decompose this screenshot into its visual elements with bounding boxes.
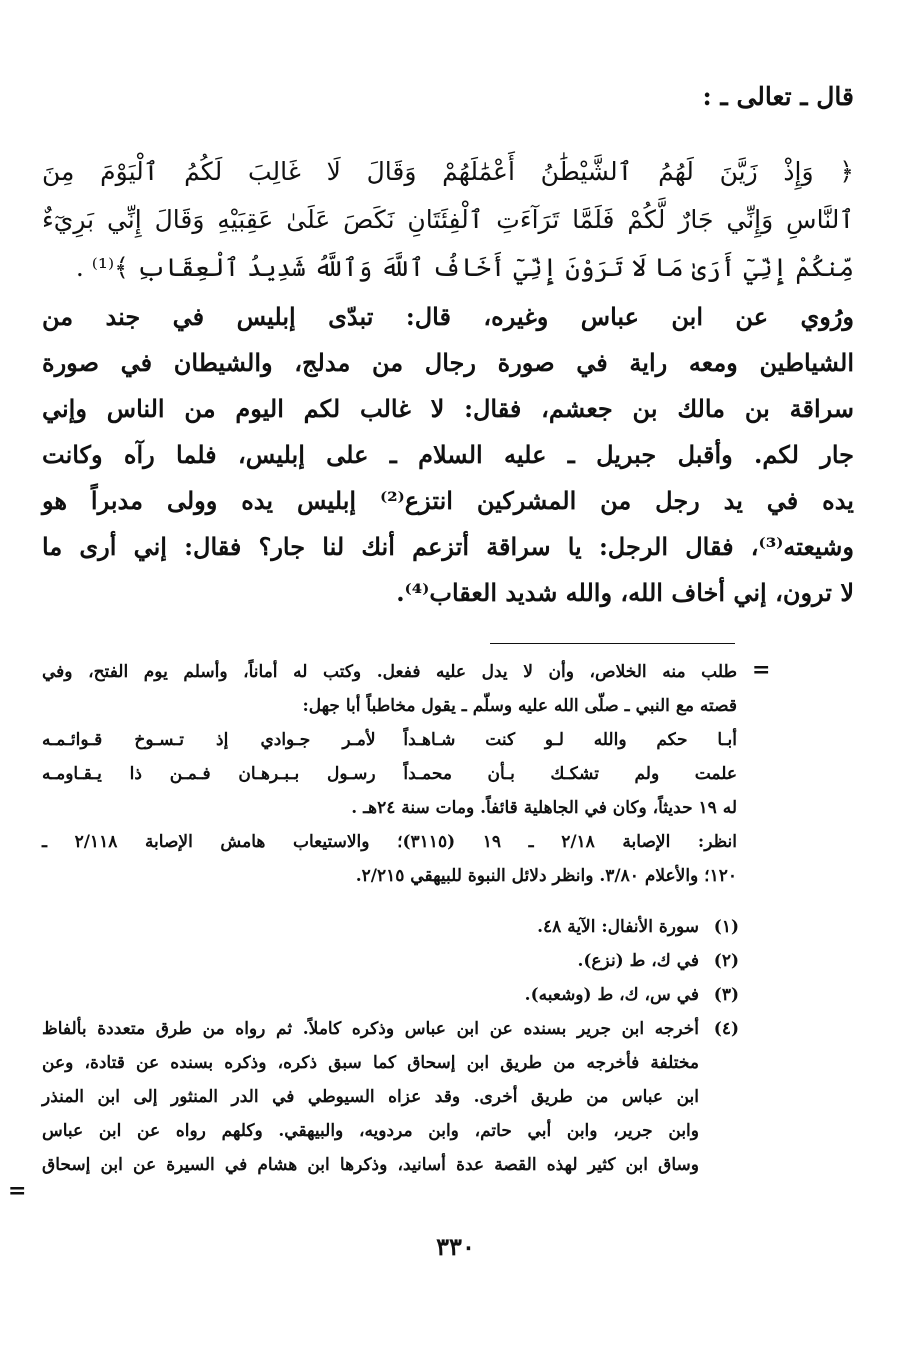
poem-hemistich: لأمـر جـوادي إذ تـسـوخ قـوائـمـه: [42, 730, 376, 750]
footnote-line: له ١٩ حديثاً، وكان في الجاهلية قائفاً. ومات سنة ٢٤هـ .: [351, 798, 737, 818]
footnote-item: [42, 944, 737, 978]
footnote-line: طلب منه الخلاص، وأن لا يدل عليه ففعل. وكتب له أماناً، وأسلم يوم الفتح، وفي: [42, 662, 737, 682]
footnote-line: ١٢٠؛ والأعلام ٣/٨٠. وانظر دلائل النبوة للبيهقي ٢/٢١٥.: [355, 866, 737, 886]
footnote-item: [42, 1012, 737, 1182]
footnote-number: (٤): [713, 1019, 739, 1039]
page-number: ٣٣٠: [436, 1232, 475, 1261]
footnote-line: في س، ك، ط (وشعبه).: [524, 985, 699, 1005]
footnote-number: (٢): [713, 951, 739, 971]
continuation-mark-top: =: [752, 657, 771, 683]
verse-line: ﴿ وَإِذْ زَيَّنَ لَهُمُ ٱلشَّيْطَٰنُ أَعْمَٰلَهُمْ وَقَالَ لَا غَالِبَ لَكُمُ ٱلْيَوْمَ مِنَ: [42, 157, 854, 186]
footnote-line: ابن عباس من طريق أخرى. وقد عزاه السيوطي في الدر المنثور إلى ابن المنذر: [42, 1087, 699, 1107]
footnote-item: [42, 910, 737, 944]
paragraph-line: يده في يد رجل من المشركين انتزع⁽²⁾ إبليس يده وولى مدبراً هو: [42, 486, 854, 515]
footnote-line: أخرجه ابن جرير بسنده عن ابن عباس وذكره كاملاً. ثم رواه من طرق متعددة بألفاظ: [42, 1019, 699, 1039]
verse-line: مِّنكُمْ إِنِّيٓ أَرَىٰ مَا لَا تَرَوْنَ إِنِّيٓ أَخَافُ ٱللَّهَ وَٱللَّهُ شَدِيدُ ٱلْعِقَابِ ﴾⁽¹⁾ .: [75, 253, 854, 282]
footnote-number: (١): [713, 917, 739, 937]
verse-line: ٱلنَّاسِ وَإِنِّي جَارٌ لَّكُمْ فَلَمَّا تَرَآءَتِ ٱلْفِئَتَانِ نَكَصَ عَلَىٰ عَقِبَيْهِ وَقَالَ إِنِّي بَرِيٓءٌ: [42, 205, 854, 234]
footnote-line: في ك، ط (نزع).: [577, 951, 699, 971]
paragraph-line: وشيعته⁽³⁾، فقال الرجل: يا سراقة أتزعم أنك لنا جار؟ فقال: إني أرى ما: [42, 532, 854, 561]
footnotes: [42, 910, 737, 1182]
poem-verse: [42, 723, 737, 757]
paragraph-line: لا ترون، إني أخاف الله، والله شديد العقاب⁽⁴⁾.: [396, 578, 854, 607]
paragraph-line: سراقة بن مالك بن جعشم، فقال: لا غالب لكم اليوم من الناس وإني: [42, 394, 854, 423]
paragraph-line: ورُوي عن ابن عباس وغيره، قال: تبدّى إبليس في جند من: [42, 302, 854, 331]
continuation-mark-bottom: =: [8, 1178, 27, 1204]
quran-verse: [42, 148, 854, 292]
footnote-item: [42, 978, 737, 1012]
footnote-line: انظر: الإصابة ٢/١٨ ـ ١٩ (٣١١٥)؛ والاستيعاب هامش الإصابة ٢/١١٨ ـ: [42, 832, 737, 852]
footnote-line: وساق ابن كثير لهذه القصة عدة أسانيد، وذكرها ابن هشام في السيرة عن ابن إسحاق: [42, 1155, 699, 1175]
footnote-number: (٣): [713, 985, 739, 1005]
section-heading: قال ـ تعالى ـ :: [702, 82, 854, 111]
footnote-line: وابن جرير، وابن أبي حاتم، وابن مردويه، والبيهقي. وكلهم رواه عن ابن عباس: [42, 1121, 699, 1141]
poem-verse: [42, 757, 737, 791]
footnote-divider: [490, 643, 735, 644]
footnote-continuation: [42, 655, 737, 893]
poem-hemistich: رسـول بـبـرهـان فـمـن ذا يـقـاومـه: [42, 764, 376, 784]
footnote-line: قصته مع النبي ـ صلّى الله عليه وسلّم ـ يقول مخاطباً أبا جهل:: [302, 696, 737, 716]
poem-hemistich: علمت ولم تشكـك بـأن محمـداً: [403, 764, 737, 784]
footnote-line: مختلفة فأخرجه من طريق ابن إسحاق كما سبق ذكره، وذكره بسنده عن قتادة، وعن: [42, 1053, 699, 1073]
paragraph-line: الشياطين ومعه راية في صورة رجال من مدلج، والشيطان في صورة: [42, 348, 854, 377]
footnote-line: سورة الأنفال: الآية ٤٨.: [537, 917, 699, 937]
poem-hemistich: أبـا حكم والله لـو كنت شـاهـداً: [403, 730, 737, 750]
paragraph-line: جار لكم. وأقبل جبريل ـ عليه السلام ـ على إبليس، فلما رآه وكانت: [42, 440, 854, 469]
main-paragraph: [42, 294, 854, 616]
